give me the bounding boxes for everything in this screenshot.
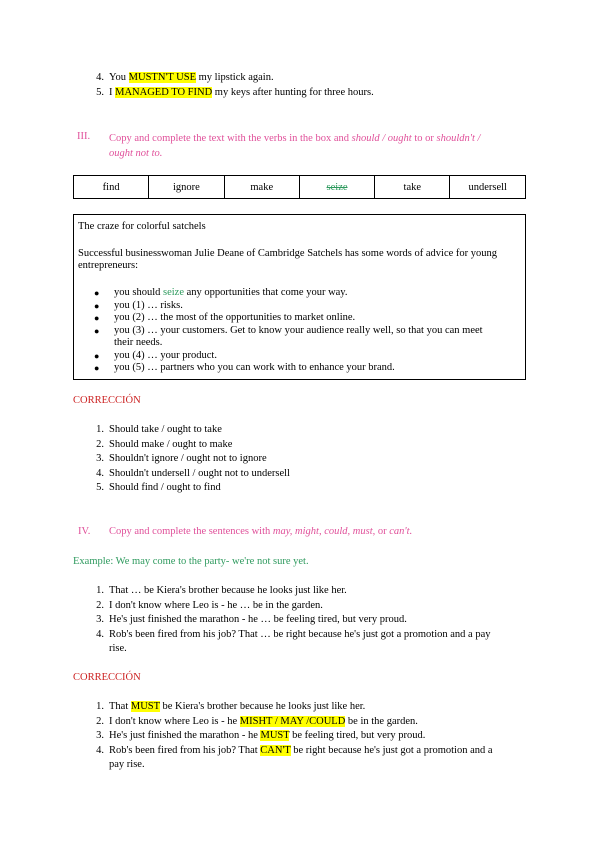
text-box [73, 214, 526, 380]
exercise-list [96, 584, 529, 657]
highlighted-answer: MISHT / MAY /COULD [239, 715, 346, 727]
answer-list [96, 700, 529, 773]
list-item: 2. I don't know where Leo is - he … be in the garden. [96, 599, 323, 611]
list-item: 4. Shouldn't undersell / ought not to undersell [96, 467, 290, 479]
list-item: 1. That MUST be Kiera's brother because he looks just like her. [96, 701, 366, 712]
bullet-icon: ● [94, 350, 100, 361]
top-list [96, 71, 529, 100]
verb-cell: seize [299, 176, 374, 199]
verb-cell: make [224, 176, 299, 199]
box-title: The craze for colorful satchels [78, 221, 206, 232]
list-item: ● you should seize any opportunities that come your way. [94, 287, 348, 298]
list-item: ● you (3) … your customers. Get to know your audience really well, so that you can meet their needs. [94, 324, 483, 348]
list-item: 5. Should find / ought to find [96, 482, 221, 493]
correction-list [96, 423, 529, 496]
highlighted-answer: MUST [130, 701, 160, 712]
bullet-icon: ● [94, 288, 100, 298]
section-3-instruction: Copy and complete the text with the verbs in the box and should / ought to or shouldn't / ought not to. [109, 133, 481, 159]
list-item: 3. Shouldn't ignore / ought not to ignore [96, 453, 267, 464]
example-sentence: Example: We may come to the party- we're not sure yet. [73, 556, 309, 567]
list-item: ● you (5) … partners who you can work with to enhance your brand. [94, 362, 395, 373]
section-4-instruction: Copy and complete the sentences with may, might, could, must, or can't. [109, 526, 413, 537]
list-item: 1. Should take / ought to take [96, 424, 222, 435]
list-item: 2. I don't know where Leo is - he MISHT / MAY /COULD be in the garden. [96, 715, 418, 727]
section-3-number: III. [77, 131, 91, 142]
highlighted-answer: MANAGED TO FIND [115, 86, 213, 98]
list-item: 3. He's just finished the marathon - he MUST be feeling tired, but very proud. [96, 730, 426, 741]
list-item: 5. I MANAGED TO FIND my keys after hunting for three hours. [96, 86, 374, 98]
verb-cell: take [375, 176, 450, 199]
list-item: 1. That … be Kiera's brother because he looks just like her. [96, 585, 347, 596]
list-item: ● you (4) … your product. [94, 349, 217, 361]
bullet-icon: ● [94, 300, 100, 311]
advice-bullets [94, 287, 514, 375]
box-paragraph-line-2: entrepreneurs: [78, 260, 139, 271]
list-item: 4. You MUSTN'T USE my lipstick again. [96, 72, 274, 83]
correction-heading: CORRECCIÓN [73, 672, 141, 683]
list-item: 2. Should make / ought to make [96, 438, 233, 450]
bullet-icon: ● [94, 363, 100, 373]
box-paragraph-line-1: Successful businesswoman Julie Deane of Cambridge Satchels has some words of advice for young [78, 248, 498, 259]
highlighted-answer: MUST [260, 730, 290, 741]
list-item: 3. He's just finished the marathon - he … be feeling tired, but very proud. [96, 614, 407, 625]
bullet-icon: ● [94, 325, 100, 336]
section-4-number: IV. [78, 526, 91, 537]
highlighted-answer: MUSTN'T USE [128, 72, 197, 83]
highlighted-answer: CAN'T [260, 744, 291, 756]
list-item: ● you (2) … the most of the opportunities to market online. [94, 312, 356, 323]
verb-cell: find [74, 176, 149, 199]
verb-cell: ignore [149, 176, 224, 199]
bullet-icon: ● [94, 313, 100, 323]
list-item: 4. Rob's been fired from his job? That CAN'T be right because he's just got a promotion and a pay rise. [96, 744, 493, 770]
correction-heading: CORRECCIÓN [73, 395, 141, 406]
verb-cell: undersell [450, 176, 526, 199]
verb-box-table [73, 175, 526, 199]
list-item: ● you (1) … risks. [94, 299, 183, 311]
list-item: 4. Rob's been fired from his job? That … be right because he's just got a promotion and a pay rise. [96, 628, 491, 654]
